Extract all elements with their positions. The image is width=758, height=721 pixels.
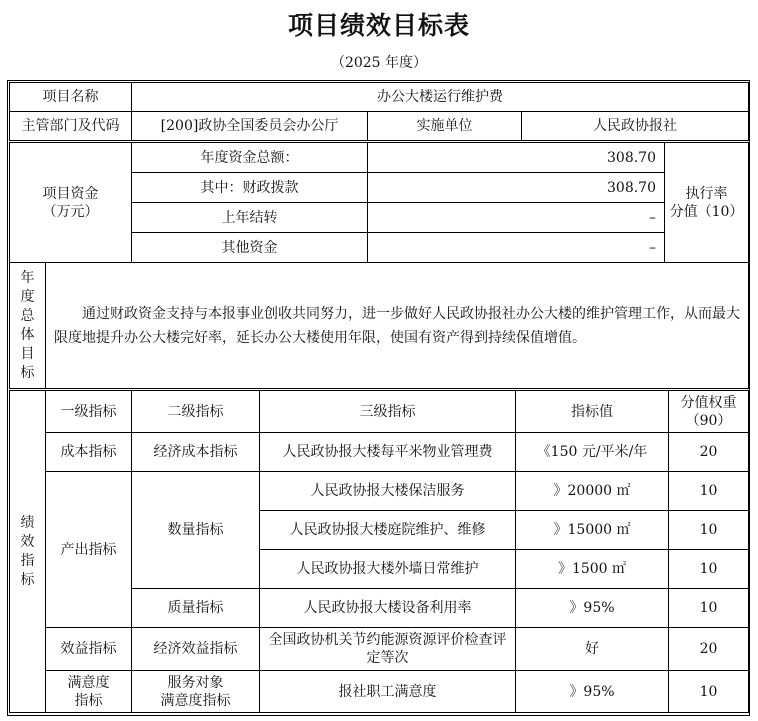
satisfaction-level1-line1: 满意度 bbox=[67, 674, 110, 691]
quantity-level3: 人民政协报大楼外墙日常维护 bbox=[260, 550, 516, 589]
header-value: 指标值 bbox=[516, 391, 669, 433]
annual-goal-label-char: 目 bbox=[20, 345, 35, 362]
funds-total-label: 年度资金总额： bbox=[132, 143, 368, 173]
indicators-header-row bbox=[10, 391, 749, 433]
cost-weight: 20 bbox=[669, 433, 749, 472]
execution-rate-line2: 分值（10） bbox=[669, 203, 744, 220]
benefit-value: 好 bbox=[516, 628, 669, 671]
cost-level2: 经济成本指标 bbox=[132, 433, 260, 472]
satisfaction-weight: 10 bbox=[669, 671, 749, 713]
quantity-level3: 人民政协报大楼保洁服务 bbox=[260, 472, 516, 511]
department-row bbox=[10, 112, 749, 141]
funds-label-line2: （万元） bbox=[42, 203, 99, 220]
implementing-unit-label: 实施单位 bbox=[368, 112, 522, 141]
quality-weight: 10 bbox=[669, 589, 749, 628]
header-weight-line1: 分值权重 bbox=[680, 394, 737, 411]
project-name-row bbox=[10, 83, 749, 112]
quantity-value: 》1500 ㎡ bbox=[516, 550, 669, 589]
project-funds-table bbox=[9, 142, 749, 263]
benefit-weight: 20 bbox=[669, 628, 749, 671]
satisfaction-level3: 报社职工满意度 bbox=[260, 671, 516, 713]
header-weight bbox=[669, 391, 749, 433]
cost-level1: 成本指标 bbox=[46, 433, 132, 472]
satisfaction-level1 bbox=[46, 671, 132, 713]
header-level2: 二级指标 bbox=[132, 391, 260, 433]
annual-goal-row bbox=[10, 263, 749, 389]
implementing-unit-value: 人民政协报社 bbox=[522, 112, 749, 141]
performance-indicators-table bbox=[9, 390, 749, 713]
quantity-level3: 人民政协报大楼庭院维护、维修 bbox=[260, 511, 516, 550]
annual-goal-label-char: 度 bbox=[20, 288, 35, 305]
annual-goal-label-char: 总 bbox=[20, 307, 35, 324]
performance-label-char: 绩 bbox=[20, 514, 35, 531]
output-level1: 产出指标 bbox=[46, 472, 132, 628]
funds-carryover-value: – bbox=[368, 203, 665, 233]
benefit-indicator-row bbox=[10, 628, 749, 671]
annual-goal-table bbox=[9, 262, 749, 389]
quantity-value: 》15000 ㎡ bbox=[516, 511, 669, 550]
department-value: [200]政协全国委员会办公厅 bbox=[132, 112, 368, 141]
satisfaction-level2-line1: 服务对象 bbox=[167, 674, 224, 691]
header-level3: 三级指标 bbox=[260, 391, 516, 433]
funds-other-label: 其他资金 bbox=[132, 233, 368, 263]
satisfaction-level2-line2: 满意度指标 bbox=[160, 692, 231, 709]
satisfaction-value: 》95% bbox=[516, 671, 669, 713]
execution-rate-line1: 执行率 bbox=[685, 185, 728, 202]
project-name-value: 办公大楼运行维护费 bbox=[132, 83, 749, 112]
header-weight-line2: （90） bbox=[685, 412, 732, 429]
cost-value: 《150 元/平米/年 bbox=[516, 433, 669, 472]
quantity-weight: 10 bbox=[669, 550, 749, 589]
performance-label bbox=[10, 391, 46, 713]
quantity-value: 》20000 ㎡ bbox=[516, 472, 669, 511]
funds-fiscal-label: 其中：财政拨款 bbox=[132, 173, 368, 203]
funds-label-line1: 项目资金 bbox=[42, 185, 99, 202]
cost-level3: 人民政协报大楼每平米物业管理费 bbox=[260, 433, 516, 472]
department-label: 主管部门及代码 bbox=[10, 112, 132, 141]
cost-indicator-row bbox=[10, 433, 749, 472]
funds-total-row bbox=[10, 143, 749, 173]
funds-total-value: 308.70 bbox=[368, 143, 665, 173]
quantity-weight: 10 bbox=[669, 511, 749, 550]
quality-level2: 质量指标 bbox=[132, 589, 260, 628]
annual-goal-label-char: 年 bbox=[20, 269, 35, 286]
quantity-level2: 数量指标 bbox=[132, 472, 260, 589]
execution-rate-score bbox=[665, 143, 749, 263]
funds-carryover-label: 上年结转 bbox=[132, 203, 368, 233]
page-title: 项目绩效目标表 bbox=[287, 11, 470, 40]
benefit-level3: 全国政协机关节约能源资源评价检查评定等次 bbox=[260, 628, 516, 671]
year-subtitle: （2025 年度） bbox=[330, 55, 428, 71]
benefit-level2: 经济效益指标 bbox=[132, 628, 260, 671]
funds-fiscal-value: 308.70 bbox=[368, 173, 665, 203]
annual-goal-text: 通过财政资金支持与本报事业创收共同努力，进一步做好人民政协报社办公大楼的维护管理工作，从而最大限度地提升办公大楼完好率，延长办公大楼使用年限，使国有资产得到持续保值增值。 bbox=[46, 263, 749, 389]
annual-goal-label-char: 体 bbox=[20, 326, 35, 343]
funds-label bbox=[10, 143, 132, 263]
performance-label-char: 效 bbox=[20, 533, 35, 550]
satisfaction-indicator-row bbox=[10, 671, 749, 713]
benefit-level1: 效益指标 bbox=[46, 628, 132, 671]
project-info-table bbox=[9, 82, 749, 141]
performance-label-char: 指 bbox=[20, 552, 35, 569]
header-level1: 一级指标 bbox=[46, 391, 132, 433]
satisfaction-level2 bbox=[132, 671, 260, 713]
annual-goal-label bbox=[10, 263, 46, 389]
quality-value: 》95% bbox=[516, 589, 669, 628]
output-quantity-row bbox=[10, 472, 749, 511]
quantity-weight: 10 bbox=[669, 472, 749, 511]
project-name-label: 项目名称 bbox=[10, 83, 132, 112]
satisfaction-level1-line2: 指标 bbox=[74, 692, 103, 709]
funds-other-value: – bbox=[368, 233, 665, 263]
quality-level3: 人民政协报大楼设备利用率 bbox=[260, 589, 516, 628]
annual-goal-label-char: 标 bbox=[20, 364, 35, 381]
performance-label-char: 标 bbox=[20, 571, 35, 588]
